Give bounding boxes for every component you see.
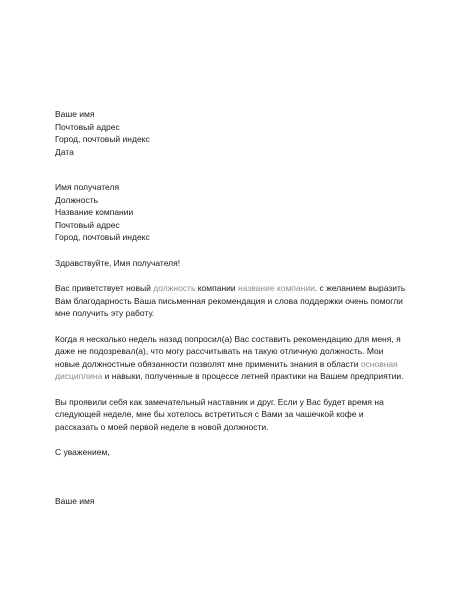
sender-city: Город, почтовый индекс [55, 134, 150, 144]
greeting: Здравствуйте, Имя получателя! [55, 257, 181, 268]
sender-address: Почтовый адрес [55, 121, 120, 132]
paragraph-1-text-c: . с желанием выразить Вам благодарность Ваша письменная рекомендация и слова поддержки очень помогли мне получить эту работу. [55, 283, 406, 318]
paragraph-3: Вы проявили себя как замечательный наставник и друг. Если у Вас будет время на следующей неделе, мне бы хотелось встретиться с Вами за чашечкой кофе и рассказать о моей первой неделе в новой должности. [55, 396, 384, 432]
paragraph-2 [55, 333, 407, 383]
recipient-company: Название компании [55, 207, 134, 217]
letter-date: Дата [55, 146, 74, 157]
recipient-name: Имя получателя [55, 182, 120, 192]
placeholder-company-name: название компании [238, 283, 315, 293]
paragraph-2-text-a: Когда я несколько недель назад попросил(а) Вас составить рекомендацию для меня, я даже не подозревал(а), что могу рассчитывать на такую отличную должность. Мои новые должностные обязанности позволят мне применить знания в области [55, 333, 401, 369]
letter-page [55, 108, 407, 507]
recipient-title: Должность [55, 194, 99, 205]
recipient-block [55, 181, 407, 244]
sender-block [55, 108, 407, 158]
paragraph-1 [55, 282, 407, 320]
paragraph-1-text-b: компании [195, 283, 239, 293]
placeholder-discipline: основная дисциплина [55, 358, 398, 381]
closing: С уважением, [55, 447, 110, 457]
paragraph-1-text-a: Вас приветствует новый [55, 283, 154, 293]
paragraph-2-text-b: и навыки, полученные в процессе летней практики на Вашем предприятии. [102, 371, 404, 381]
recipient-city: Город, почтовый индекс [55, 232, 150, 242]
recipient-address: Почтовый адрес [55, 219, 120, 230]
placeholder-position: должность [153, 283, 196, 293]
signature: Ваше имя [55, 495, 95, 506]
sender-name: Ваше имя [55, 109, 95, 119]
